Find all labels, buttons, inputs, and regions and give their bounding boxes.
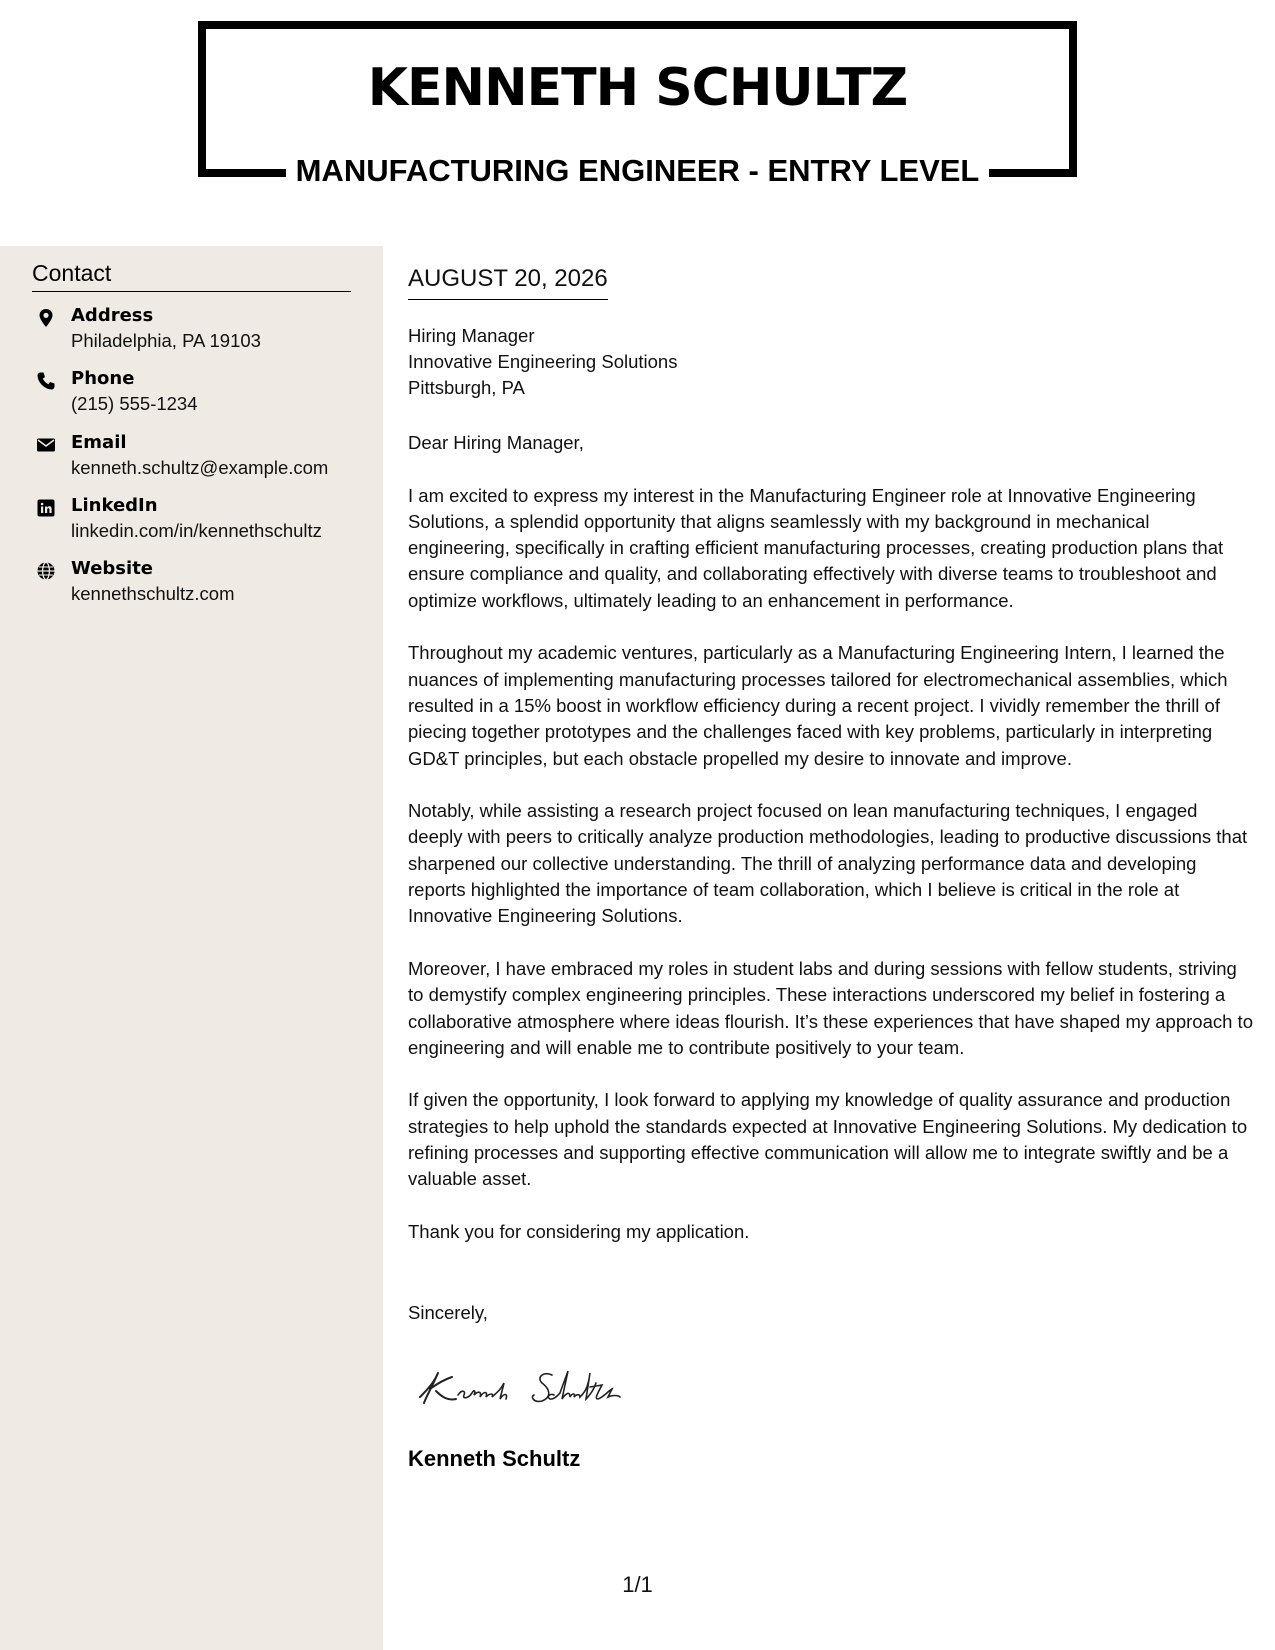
contact-heading: Contact — [32, 260, 351, 292]
phone-value[interactable]: (215) 555-1234 — [71, 393, 198, 414]
letter-body — [408, 430, 1253, 1272]
recipient-name: Hiring Manager — [408, 325, 535, 346]
recipient-location: Pittsburgh, PA — [408, 377, 525, 398]
signed-name: Kenneth Schultz — [408, 1446, 581, 1471]
salutation: Dear Hiring Manager, — [408, 432, 584, 453]
map-pin-icon — [36, 308, 56, 328]
job-title: MANUFACTURING ENGINEER - ENTRY LEVEL — [295, 153, 980, 188]
address-label: Address — [71, 305, 154, 326]
paragraph-6: Thank you for considering my application. — [408, 1220, 750, 1242]
linkedin-label: LinkedIn — [71, 495, 158, 516]
page-number: 1/1 — [622, 1572, 653, 1597]
email-value[interactable]: kenneth.schultz@example.com — [71, 457, 329, 478]
paragraph-3: Notably, while assisting a research project focused on lean manufacturing techniques, I engaged deeply with peers to critically analyze production methodologies, leading to productive discussions that sharpened our collective understanding. The thrill of analyzing performance data and developing reports highlighted the importance of team collaboration, which I believe is critical in the role at Innovative Engineering Solutions. — [408, 800, 1248, 927]
envelope-icon — [36, 435, 56, 455]
linkedin-value[interactable]: linkedin.com/in/kennethschultz — [71, 520, 322, 541]
recipient-company: Innovative Engineering Solutions — [408, 351, 678, 372]
phone-icon — [36, 371, 56, 391]
paragraph-1: I am excited to express my interest in the Manufacturing Engineer role at Innovative Engineering Solutions, a splendid opportunity that aligns seamlessly with my background in mechanical engineering, specifically in crafting efficient manufacturing processes, creating production plans that ensure compliance and quality, and collaborating effectively with diverse teams to troubleshoot and optimize workflows, ultimately leading to an enhancement in performance. — [408, 484, 1224, 611]
address-value: Philadelphia, PA 19103 — [71, 330, 261, 351]
website-label: Website — [71, 558, 154, 579]
website-value[interactable]: kennethschultz.com — [71, 583, 235, 604]
paragraph-5: If given the opportunity, I look forward to applying my knowledge of quality assurance and production strategies to help uphold the standards expected at Innovative Engineering Solutions. My dedication to refining processes and supporting effective communication will allow me to integrate swiftly and be a valuable asset. — [408, 1089, 1248, 1190]
candidate-name: KENNETH SCHULTZ — [367, 58, 908, 118]
globe-icon — [36, 561, 56, 581]
phone-label: Phone — [71, 368, 135, 389]
recipient-block — [408, 323, 677, 401]
paragraph-2: Throughout my academic ventures, particularly as a Manufacturing Engineering Intern, I learned the nuances of implementing manufacturing processes tailored for electromechanical assemblies, which resulted in a 15% boost in workflow efficiency during a recent project. I vividly remember the thrill of piecing together prototypes and the challenges faced with key problems, particularly in interpreting GD&T principles, but each obstacle propelled my desire to innovate and improve. — [408, 642, 1228, 769]
email-label: Email — [71, 432, 127, 453]
letter-date: AUGUST 20, 2026 — [408, 265, 608, 300]
signature — [412, 1353, 672, 1413]
paragraph-4: Moreover, I have embraced my roles in student labs and during sessions with fellow students, striving to demystify complex engineering principles. These interactions underscored my belief in fostering a collaborative atmosphere where ideas flourish. It’s these experiences that have shaped my approach to engineering and will enable me to contribute positively to your team. — [408, 957, 1253, 1058]
linkedin-icon — [36, 498, 56, 518]
closing: Sincerely, — [408, 1302, 488, 1323]
